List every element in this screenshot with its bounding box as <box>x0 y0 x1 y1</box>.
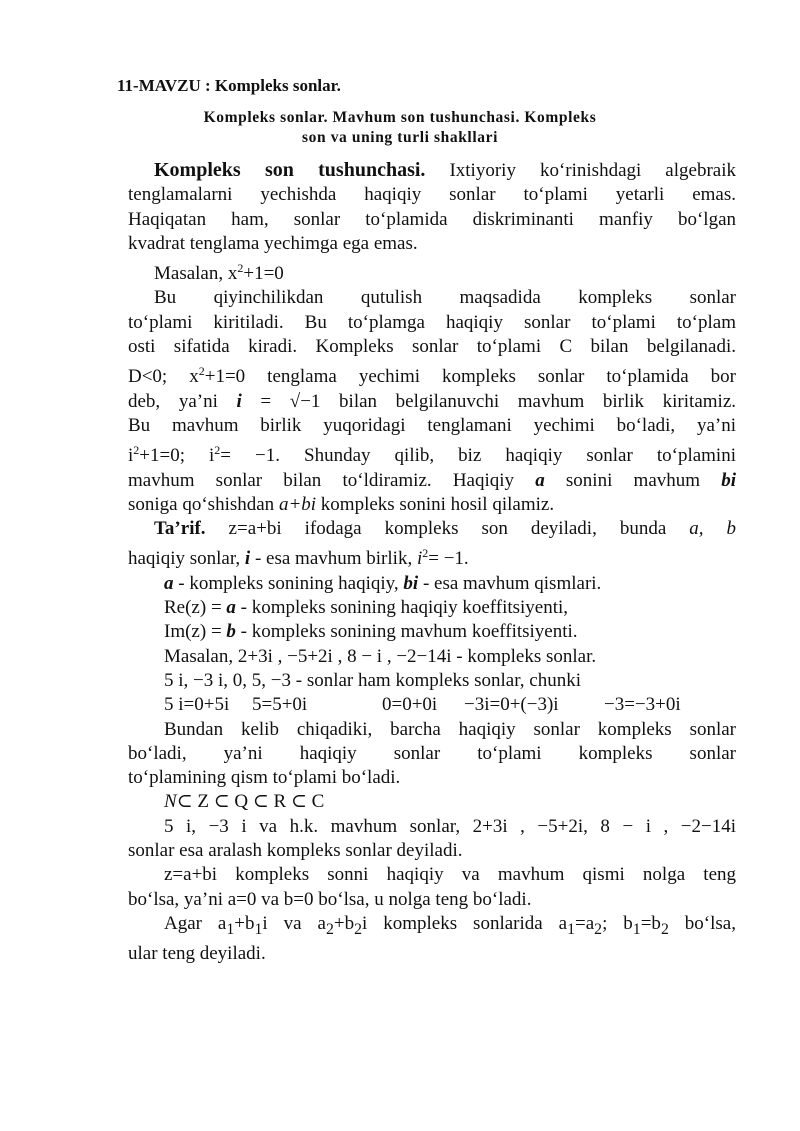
set-inclusion: N⊂ Z ⊂ Q ⊂ R ⊂ C <box>164 791 325 813</box>
conclusion-line-3: to‘plamining qism to‘plami bo‘ladi. <box>128 767 401 789</box>
document-body <box>128 158 736 966</box>
example-equation: Masalan, $x^2+1=0$ <box>154 261 284 285</box>
intro-line-2: tenglamalarni yechishda haqiqiy sonlar to‘plami yetarli emas. <box>128 184 736 206</box>
equality-5: −3=−3+0i <box>604 694 681 716</box>
definition-line-1: Ta’rif. z=a+bi ifodaga kompleks son deyiladi, bunda a, b <box>154 518 736 540</box>
conclusion-line-7: bo‘lsa, ya’ni a=0 va b=0 bo‘lsa, u nolga teng bo‘ladi. <box>128 888 532 910</box>
definition-label: Ta’rif. <box>154 518 206 540</box>
para-line-1: Bu qiyinchilikdan qutulish maqsadida kompleks sonlar <box>154 287 736 309</box>
equality-1: 5 i=0+5i <box>164 694 230 716</box>
para-line-4: D<0; $x^2+1=0$ tenglama yechimi kompleks sonlar to‘plamida bor <box>128 364 736 388</box>
conclusion-line-1: Bundan kelib chiqadiki, barcha haqiqiy sonlar kompleks sonlar <box>164 718 736 740</box>
page-heading: 11-MAVZU : Kompleks sonlar. <box>117 76 341 95</box>
para-line-5: deb, ya’ni i = √−1 bilan belgilanuvchi mavhum birlik kiritamiz. <box>128 390 736 412</box>
intro-line-3: Haqiqatan ham, sonlar to‘plamida diskriminanti manfiy bo‘lgan <box>128 208 736 230</box>
definition-line-4: Re(z) = a - kompleks sonining haqiqiy koeffitsiyenti, <box>164 597 569 619</box>
definition-line-5: Im(z) = b - kompleks sonining mavhum koeffitsiyenti. <box>164 621 578 643</box>
intro-line-4: kvadrat tenglama yechimga ega emas. <box>128 232 418 254</box>
conclusion-line-9: ular teng deyiladi. <box>128 943 266 964</box>
subtitle-line-1: Kompleks sonlar. Mavhum son tushunchasi. Kompleks <box>203 109 597 126</box>
definition-line-2: haqiqiy sonlar, i - esa mavhum birlik, $i^2= -1$. <box>128 546 469 570</box>
section-subtitle <box>100 108 700 148</box>
definition-line-3: a - kompleks sonining haqiqiy, bi - esa mavhum qismlari. <box>164 572 602 594</box>
para-line-3: osti sifatida kiradi. Kompleks sonlar to‘plami C bilan belgilanadi. <box>128 336 736 358</box>
intro-line-1: Kompleks son tushunchasi. Ixtiyoriy ko‘rinishdagi algebraik <box>154 159 736 181</box>
para-line-7: $i^2+1=0$; $i^2= -1$. Shunday qilib, biz haqiqiy sonlar to‘plamini <box>128 443 736 467</box>
equality-2: 5=5+0i <box>252 694 308 716</box>
conclusion-line-6: z=a+bi kompleks sonni haqiqiy va mavhum qismi nolga teng <box>164 864 736 886</box>
conclusion-line-2: bo‘ladi, ya’ni haqiqiy sonlar to‘plami kompleks sonlar <box>128 742 736 764</box>
para-line-6: Bu mavhum birlik yuqoridagi tenglamani yechimi bo‘ladi, ya’ni <box>128 414 736 436</box>
definition-equalities <box>128 693 736 717</box>
definition-line-6: Masalan, 2+3i , −5+2i , 8 − i , −2−14i - kompleks sonlar. <box>164 645 597 667</box>
equality-4: −3i=0+(−3)i <box>464 694 559 716</box>
conclusion-line-4: 5 i, −3 i va h.k. mavhum sonlar, 2+3i , −5+2i, 8 − i , −2−14i <box>164 815 736 837</box>
conclusion-line-5: sonlar esa aralash kompleks sonlar deyiladi. <box>128 840 463 862</box>
equality-3: 0=0+0i <box>382 694 438 716</box>
intro-title: Kompleks son tushunchasi. <box>154 159 426 181</box>
definition-line-7: 5 i, −3 i, 0, 5, −3 - sonlar ham kompleks sonlar, chunki <box>164 669 581 691</box>
conclusion-line-8: Agar $a_1+b_1i$ va $a_2+b_2i$ kompleks sonlarida $a_1=a_2$; $b_1=b_2$ bo‘lsa, <box>164 912 736 938</box>
para-line-9: soniga qo‘shishdan a+bi kompleks sonini hosil qilamiz. <box>128 493 555 515</box>
para-line-8: mavhum sonlar bilan to‘ldiramiz. Haqiqiy a sonini mavhum bi <box>128 469 736 491</box>
para-line-2: to‘plami kiritiladi. Bu to‘plamga haqiqiy sonlar to‘plami to‘plam <box>128 311 736 333</box>
subtitle-line-2: son va uning turli shakllari <box>302 129 498 146</box>
